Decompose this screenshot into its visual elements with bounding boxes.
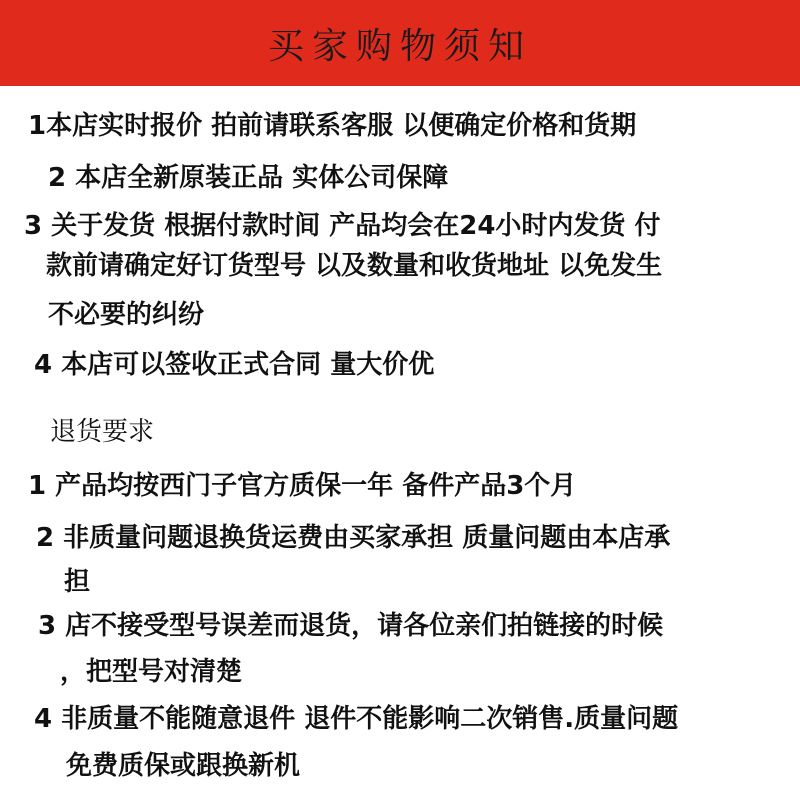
notice-line-1: 1本店实时报价 拍前请联系客服 以便确定价格和货期 — [28, 111, 637, 141]
notice-line-3-cont: 款前请确定好订货型号 以及数量和收货地址 以免发生 — [46, 251, 663, 281]
notice-line-3-end: 不必要的纠纷 — [48, 300, 205, 330]
returns-title: 退货要求 — [50, 417, 155, 447]
notice-line-2: 2 本店全新原装正品 实体公司保障 — [48, 163, 449, 193]
returns-line-3-cont: ，把型号对清楚 — [60, 657, 243, 687]
returns-line-1: 1 产品均按西门子官方质保一年 备件产品3个月 — [28, 471, 577, 501]
page-title: 买家购物须知 — [267, 25, 532, 67]
returns-line-2-cont: 担 — [64, 567, 91, 597]
header-banner — [0, 0, 800, 86]
returns-line-3: 3 店不接受型号误差而退货，请各位亲们拍链接的时候 — [38, 611, 664, 641]
returns-line-4: 4 非质量不能随意退件 退件不能影响二次销售.质量问题 — [34, 704, 679, 734]
returns-line-4-cont: 免费质保或跟换新机 — [66, 751, 301, 781]
returns-line-2: 2 非质量问题退换货运费由买家承担 质量问题由本店承 — [36, 523, 671, 553]
notice-line-3: 3 关于发货 根据付款时间 产品均会在24小时内发货 付 — [24, 211, 661, 241]
notice-line-4: 4 本店可以签收正式合同 量大价优 — [34, 350, 435, 380]
